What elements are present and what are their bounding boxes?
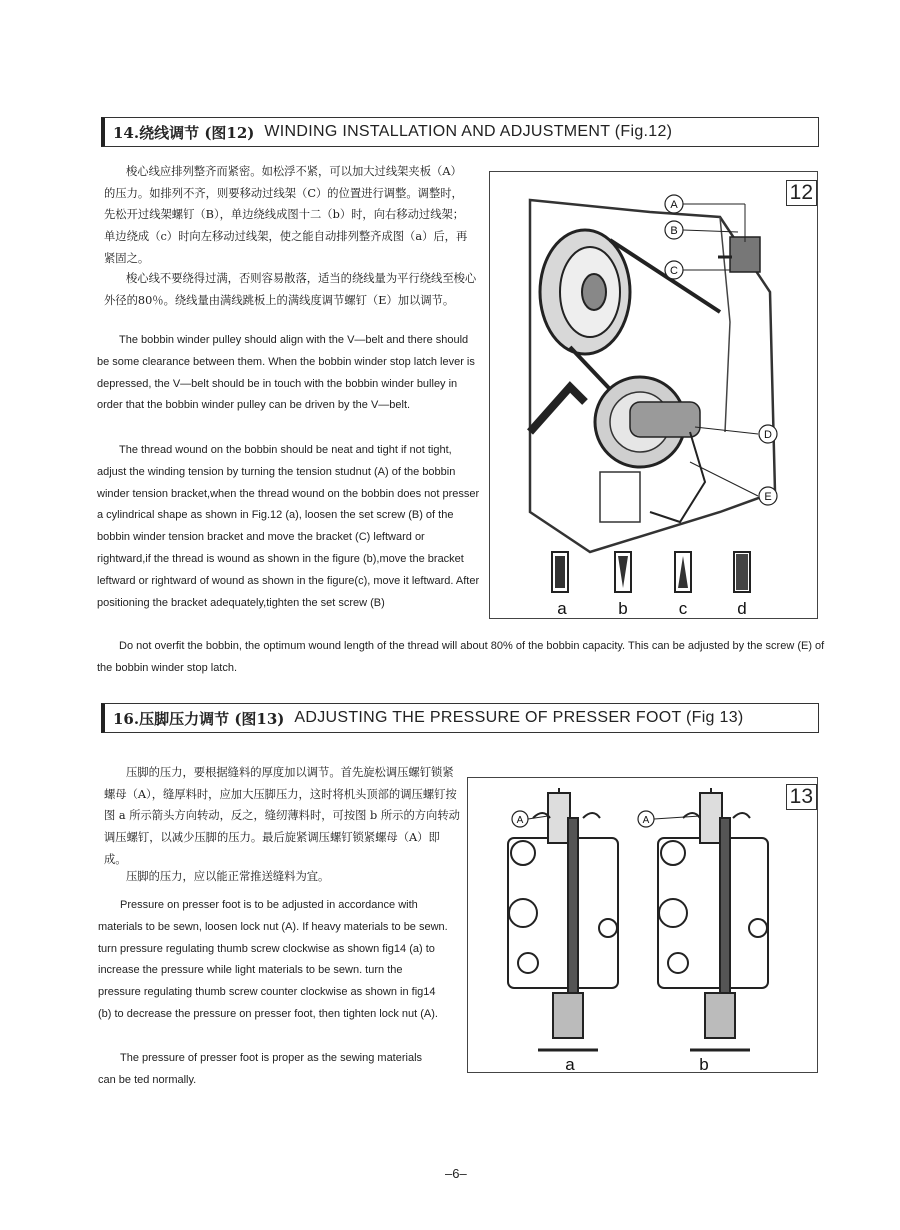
figure-12 — [489, 171, 818, 619]
figure-13 — [467, 777, 818, 1073]
bobbin-label-b: b — [618, 599, 628, 618]
bobbin-diagram-b — [615, 552, 631, 592]
fig13-label-b: b — [699, 1055, 709, 1074]
section-14-full-width-text: Do not overfit the bobbin, the optimum wound length of the thread will about 80% of the bobbin capacity. This can be adjusted by the screw (E) of the bobbin winder stop latch. — [97, 640, 825, 674]
section-16-cn-paragraph-1: 压脚的压力，要根据缝料的厚度加以调节。首先旋松调压螺钉锁紧螺母（A），缝厚料时，应加大压脚压力，这时将机头顶部的调压螺钉按图 a 所示箭头方向转动，反之，缝纫薄料时，可按图 b 所示的方向转动调压螺钉，以减少压脚的压力。最后旋紧调压螺钉锁紧螺母（A）即成。 — [104, 766, 460, 866]
fig13-callout-a-left: A — [516, 815, 524, 826]
section-16-cn-paragraph-2: 压脚的压力，应以能正常推送缝料为宜。 — [126, 870, 330, 883]
bobbin-diagram-d — [734, 552, 750, 592]
callout-a-label: A — [670, 199, 678, 211]
section-14-en-paragraph-1: The bobbin winder pulley should align with the V—belt and there should be some clearance between them. When the bobbin winder stop latch lever is depressed, the V—belt should be in touch with the bobbin winder bulley in order that the bobbin winder pulley can be driven by the V—belt. — [97, 334, 475, 412]
section-16-heading — [101, 703, 819, 733]
bobbin-label-a: a — [557, 599, 567, 618]
section-14-cn-paragraph-2: 梭心线不要绕得过满，否则容易散落，适当的绕线量为平行绕线至梭心外径的80％。绕线量由满线跳板上的满线度调节螺钉（E）加以调节。 — [104, 272, 477, 307]
fig13-callout-a-right: A — [642, 815, 650, 826]
figure-13-number: 13 — [786, 784, 817, 810]
section-14-title-cn: 14.绕线调节 (图12) — [113, 123, 255, 142]
bobbin-label-c: c — [678, 599, 688, 618]
figure-12-illustration — [490, 172, 819, 620]
section-14-heading — [101, 117, 819, 147]
figure-13-illustration — [468, 778, 819, 1074]
callout-b-label: B — [670, 225, 678, 237]
section-16-title-en: ADJUSTING THE PRESSURE OF PRESSER FOOT (Fig 13) — [294, 709, 744, 726]
fig13-label-a: a — [565, 1055, 575, 1074]
figure-12-number: 12 — [786, 180, 817, 206]
callout-d-label: D — [764, 429, 772, 441]
bobbin-diagram-c — [675, 552, 691, 592]
section-14-title-en: WINDING INSTALLATION AND ADJUSTMENT (Fig.12) — [264, 123, 673, 140]
section-14-en-paragraph-2: The thread wound on the bobbin should be neat and tight if not tight, adjust the winding tension by turning the tension studnut (A) of the bobbin winder tension bracket,when the thread wound on the bobbin does not presser a cylindrical shape as shown in Fig.12 (a), loosen the set screw (B) of the bobbin winder tension bracket and move the bracket (C) leftward or rightward,if the thread is wound as shown in the figure (b),move the bracket leftward or rightward of wound as shown in the figure(c), move it leftward. After positioning the bracket adequately,tighten the set screw (B) — [97, 444, 480, 609]
callout-c-label: C — [670, 265, 678, 277]
section-14-cn-paragraph-1: 梭心线应排列整齐而紧密。如松浮不紧，可以加大过线架夹板（A）的压力。如排列不齐，则要移动过线架（C）的位置进行调整。调整时，先松开过线架螺钉（B），单边绕线成图十二（b）时，向右移动过线架；单边绕成（c）时向左移动过线架，使之能自动排列整齐成图（a）后，再紧固之。 — [104, 165, 468, 265]
page-number: –6– — [445, 1166, 467, 1181]
section-16-en-paragraph-2: The pressure of presser foot is proper as the sewing materials can be ted normally. — [98, 1052, 423, 1086]
section-16-en-paragraph-1: Pressure on presser foot is to be adjusted in accordance with materials to be sewn, loosen lock nut (A). If heavy materials to be sewn. turn pressure regulating thumb screw clockwise as shown fig14 (a) to increase the pressure while light materials to be sewn. turn the pressure regulating thumb screw counter clockwise as shown in fig14 (b) to decrease the pressure on presser foot, then tighten lock nut (A). — [98, 899, 448, 1020]
callout-e-label: E — [764, 491, 772, 503]
bobbin-label-d: d — [737, 599, 747, 618]
bobbin-diagram-a — [552, 552, 568, 592]
section-16-title-cn: 16.压脚压力调节 (图13) — [113, 709, 285, 728]
